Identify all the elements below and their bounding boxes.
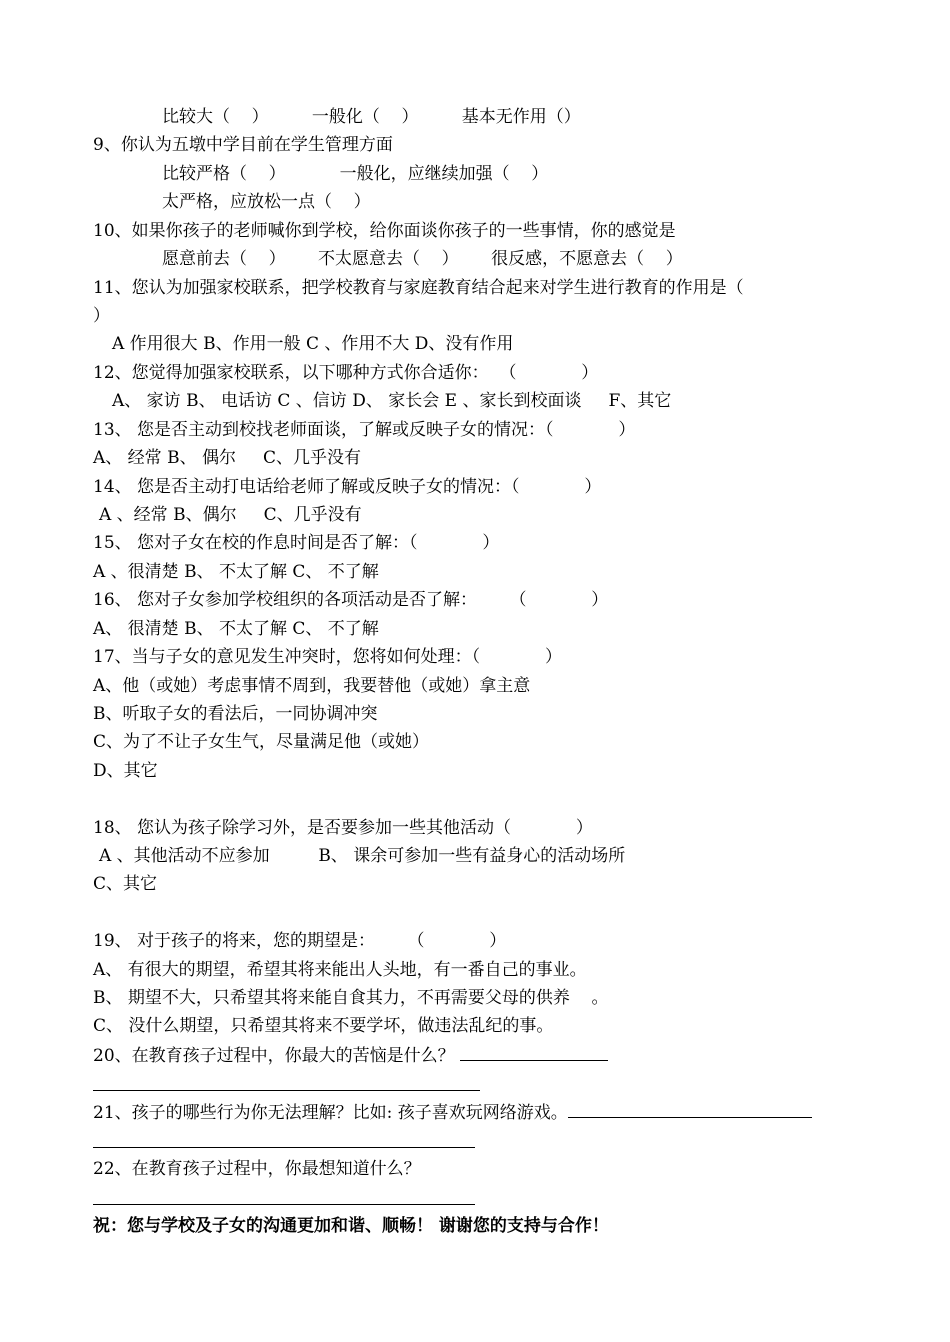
q20-question: 20、在教育孩子过程中，你最大的苦恼是什么？ bbox=[93, 1046, 455, 1066]
q16-question: 16、 您对子女参加学校组织的各项活动是否了解： （ ） bbox=[93, 590, 609, 610]
q21-answer-line[interactable] bbox=[93, 1147, 475, 1148]
q11-question: 11、您认为加强家校联系，把学校教育与家庭教育结合起来对学生进行教育的作用是（ bbox=[93, 278, 744, 298]
closing-message: 祝：您与学校及子女的沟通更加和谐、顺畅！ 谢谢您的支持与合作！ bbox=[93, 1216, 609, 1236]
q20-question-row bbox=[93, 1044, 608, 1067]
q18-question: 18、 您认为孩子除学习外，是否要参加一些其他活动（ ） bbox=[93, 818, 593, 838]
q17-option-d: D、其它 bbox=[93, 761, 158, 781]
q13-options: A、 经常 B、 偶尔 C、几乎没有 bbox=[93, 448, 362, 468]
q20-answer-blank[interactable] bbox=[460, 1044, 608, 1061]
q15-options: A 、很清楚 B、 不太了解 C、 不了解 bbox=[93, 562, 379, 582]
q11-question-cont: ） bbox=[93, 306, 110, 326]
q9-options-1: 比较严格（ ） 一般化，应继续加强（ ） bbox=[162, 164, 549, 184]
q17-question: 17、当与子女的意见发生冲突时，您将如何处理：（ ） bbox=[93, 647, 562, 667]
q19-option-b: B、 期望不大，只希望其将来能自食其力，不再需要父母的供养 。 bbox=[93, 988, 609, 1008]
q12-options: A、 家访 B、 电话访 C 、信访 D、 家长会 E 、家长到校面谈 F、其它 bbox=[112, 391, 672, 411]
q18-options: A 、其他活动不应参加 B、 课余可参加一些有益身心的活动场所 bbox=[99, 846, 626, 866]
q21-question-row bbox=[93, 1101, 812, 1124]
q8-options: 比较大（ ） 一般化（ ） 基本无作用（） bbox=[162, 107, 581, 127]
q13-question: 13、 您是否主动到校找老师面谈，了解或反映子女的情况：（ ） bbox=[93, 420, 636, 440]
q21-question: 21、孩子的哪些行为你无法理解？比如: 孩子喜欢玩网络游戏。 bbox=[93, 1103, 568, 1123]
q22-question: 22、在教育孩子过程中，你最想知道什么？ bbox=[93, 1159, 421, 1179]
q14-options: A 、经常 B、偶尔 C、几乎没有 bbox=[99, 505, 362, 525]
q19-question: 19、 对于孩子的将来，您的期望是： （ ） bbox=[93, 931, 507, 951]
q22-answer-line[interactable] bbox=[93, 1204, 475, 1205]
q9-question: 9、你认为五墩中学目前在学生管理方面 bbox=[93, 135, 393, 155]
q15-question: 15、 您对子女在校的作息时间是否了解：（ ） bbox=[93, 533, 500, 553]
q14-question: 14、 您是否主动打电话给老师了解或反映子女的情况：（ ） bbox=[93, 477, 602, 497]
q16-options: A、 很清楚 B、 不太了解 C、 不了解 bbox=[93, 619, 379, 639]
q19-option-a: A、 有很大的期望，希望其将来能出人头地，有一番自己的事业。 bbox=[93, 960, 587, 980]
q10-question: 10、如果你孩子的老师喊你到学校，给你面谈你孩子的一些事情，你的感觉是 bbox=[93, 221, 676, 241]
q19-option-c: C、 没什么期望，只希望其将来不要学坏，做违法乱纪的事。 bbox=[93, 1016, 554, 1036]
q17-option-b: B、听取子女的看法后，一同协调冲突 bbox=[93, 704, 378, 724]
q21-answer-blank[interactable] bbox=[568, 1101, 812, 1118]
q12-question: 12、您觉得加强家校联系，以下哪种方式你合适你： （ ） bbox=[93, 363, 599, 383]
q17-option-a: A、他（或她）考虑事情不周到，我要替他（或她）拿主意 bbox=[93, 676, 531, 696]
q17-option-c: C、为了不让子女生气，尽量满足他（或她） bbox=[93, 732, 430, 752]
q10-options: 愿意前去（ ） 不太愿意去（ ） 很反感，不愿意去（ ） bbox=[162, 249, 683, 269]
q9-options-2: 太严格，应放松一点（ ） bbox=[162, 192, 371, 212]
q11-options: A 作用很大 B、作用一般 C 、作用不大 D、没有作用 bbox=[112, 334, 514, 354]
q20-answer-line[interactable] bbox=[93, 1090, 480, 1091]
q18-option-c: C、其它 bbox=[93, 874, 158, 894]
